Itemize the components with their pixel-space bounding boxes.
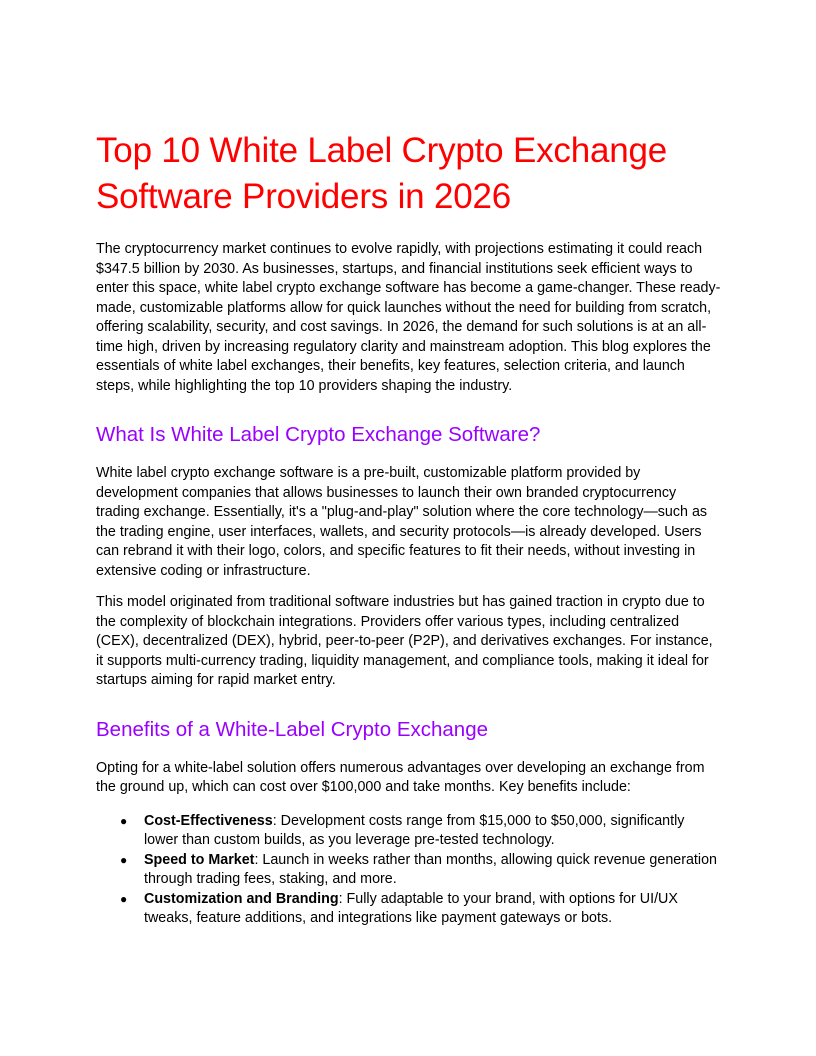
section-heading-what-is: What Is White Label Crypto Exchange Software? [96,423,541,446]
bullet-term: Speed to Market [144,851,255,868]
bullet-term: Customization and Branding [144,890,339,907]
list-item [96,812,722,851]
what-is-paragraph-2: This model originated from traditional software industries but has gained traction in crypto due to the complexity of blockchain integrations. Providers offer various types, including centralized (CEX), decentralized (DEX), hybrid, peer-to-peer (P2P), and derivatives exchanges. For instance, it supports multi-currency trading, liquidity management, and compliance tools, making it ideal for startups aiming for rapid market entry. [96,594,713,688]
what-is-paragraph-1: White label crypto exchange software is a pre-built, customizable platform provided by development companies that allows businesses to launch their own branded cryptocurrency trading exchange. Essentially, it's a "plug-and-play" solution where the core technology—such as the trading engine, user interfaces, wallets, and security protocols—is already developed. Users can rebrand it with their logo, colors, and specific features to fit their needs, without investing in extensive coding or infrastructure. [96,465,708,579]
list-item [96,890,722,929]
document-page [96,128,722,929]
bullet-text: : Development costs range from $15,000 to $50,000, significantly lower than custom builds, as you leverage pre-tested technology. [144,812,685,848]
benefits-intro-paragraph: Opting for a white-label solution offers numerous advantages over developing an exchange from the ground up, which can cost over $100,000 and take months. Key benefits include: [96,759,705,795]
bullet-text: : Launch in weeks rather than months, allowing quick revenue generation through trading fees, staking, and more. [144,851,717,887]
benefits-list [96,812,722,929]
list-item [96,851,722,890]
bullet-text: : Fully adaptable to your brand, with options for UI/UX tweaks, feature additions, and integrations like payment gateways or bots. [144,890,678,926]
section-heading-benefits: Benefits of a White-Label Crypto Exchange [96,717,488,741]
bullet-icon: ● [120,891,128,906]
bullet-icon: ● [120,852,128,867]
bullet-term: Cost-Effectiveness [144,812,273,829]
bullet-icon: ● [120,813,128,828]
page-title: Top 10 White Label Crypto Exchange Software Providers in 2026 [96,131,668,216]
intro-paragraph: The cryptocurrency market continues to evolve rapidly, with projections estimating it could reach $347.5 billion by 2030. As businesses, startups, and financial institutions seek efficient ways to enter this space, white label crypto exchange software has become a game-changer. These ready-made, customizable platforms allow for quick launches without the need for building from scratch, offering scalability, security, and cost savings. In 2026, the demand for such solutions is at an all-time high, driven by increasing regulatory clarity and mainstream adoption. This blog explores the essentials of white label exchanges, their benefits, key features, selection criteria, and launch steps, while highlighting the top 10 providers shaping the industry. [96,241,721,394]
